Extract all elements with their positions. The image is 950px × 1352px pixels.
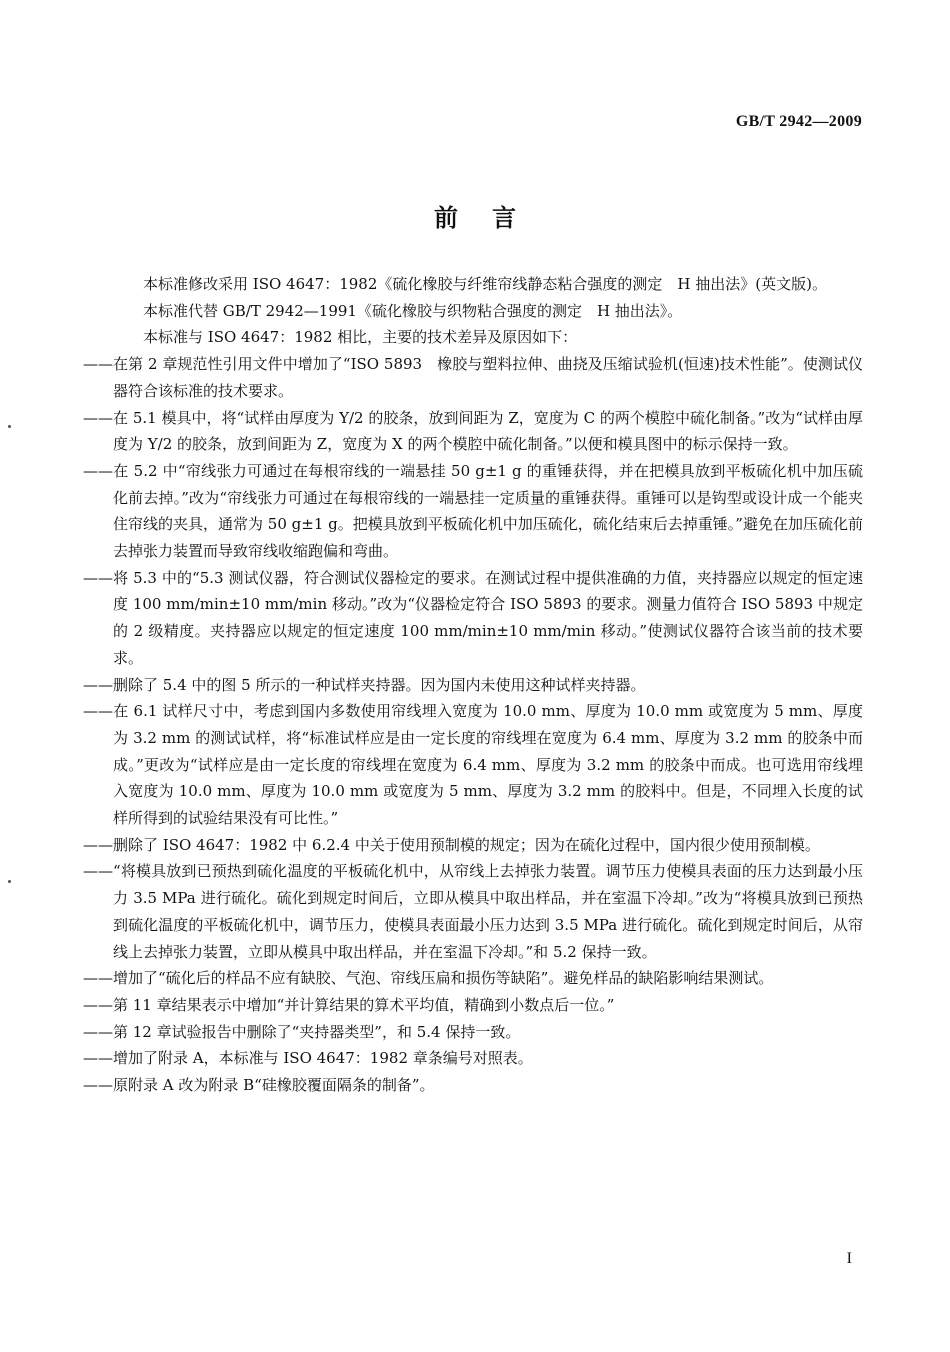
difference-item: ——在 6.1 试样尺寸中，考虑到国内多数使用帘线埋入宽度为 10.0 mm、厚度为 10.0 mm 或宽度为 5 mm、厚度为 3.2 mm 的测试试样，将“标准试样应是由一定长度的帘线埋在宽度为 6.4 mm、厚度为 3.2 mm 的胶条中而成。”更改为“试样应是由一定长度的帘线埋在宽度为 6.4 mm、厚度为 3.2 mm 的胶条中而成。也可选用帘线埋入宽度为 10.0 mm、厚度为 10.0 mm 或宽度为 5 mm、厚度为 3.2 mm 的胶料中。但是，不同埋入长度的试样所得到的试验结果没有可比性。” (83, 702, 863, 828)
page-title: 前言 (434, 204, 550, 232)
difference-item: ——原附录 A 改为附录 B“硅橡胶覆面隔条的制备”。 (83, 1076, 435, 1095)
difference-item: ——在 5.2 中“帘线张力可通过在每根帘线的一端悬挂 50 g±1 g 的重锤获得，并在把模具放到平板硫化机中加压硫化前去掉。”改为“帘线张力可通过在每根帘线的一端悬挂一定质量的重锤获得。重锤可以是钩型或设计成一个能夹住帘线的夹具，通常为 50 g±1 g。把模具放到平板硫化机中加压硫化，硫化结束后去掉重锤。”避免在加压硫化前去掉张力装置而导致帘线收缩跑偏和弯曲。 (83, 461, 863, 561)
scan-speck (8, 880, 11, 883)
scan-speck (8, 425, 11, 428)
difference-item: ——在第 2 章规范性引用文件中增加了“ISO 5893 橡胶与塑料拉伸、曲挠及压缩试验机(恒速)技术性能”。使测试仪器符合该标准的技术要求。 (83, 355, 863, 400)
difference-item: ——将 5.3 中的“5.3 测试仪器，符合测试仪器检定的要求。在测试过程中提供准确的力值，夹持器应以规定的恒定速度 100 mm/min±10 mm/min 移动。”改为“仪器检定符合 ISO 5893 的要求。测量力值符合 ISO 5893 中规定的 2 级精度。夹持器应以规定的恒定速度 100 mm/min±10 mm/min 移动。”使测试仪器符合该当前的技术要求。 (83, 568, 863, 667)
intro-paragraph-adoption: 本标准修改采用 ISO 4647：1982《硫化橡胶与纤维帘线静态粘合强度的测定 H 抽出法》(英文版)。 (143, 275, 827, 293)
standard-code: GB/T 2942—2009 (735, 113, 862, 130)
difference-item: ——增加了“硫化后的样品不应有缺胶、气泡、帘线压扁和损伤等缺陷”。避免样品的缺陷影响结果测试。 (83, 969, 774, 988)
difference-item: ——“将模具放到已预热到硫化温度的平板硫化机中，从帘线上去掉张力装置。调节压力使模具表面的压力达到最小压力 3.5 MPa 进行硫化。硫化到规定时间后，立即从模具中取出样品，并在室温下冷却。”改为“将模具放到已预热到硫化温度的平板硫化机中，调节压力，使模具表面最小压力达到 3.5 MPa 进行硫化。硫化到规定时间后，从帘线上去掉张力装置，立即从模具中取出样品，并在室温下冷却。”和 5.2 保持一致。 (83, 862, 863, 961)
difference-item: ——第 12 章试验报告中删除了“夹持器类型”，和 5.4 保持一致。 (83, 1022, 521, 1041)
difference-item: ——在 5.1 模具中，将“试样由厚度为 Y/2 的胶条，放到间距为 Z，宽度为 C 的两个模腔中硫化制备。”改为“试样由厚度为 Y/2 的胶条，放到间距为 Z，宽度为 X 的两个模腔中硫化制备。”以便和模具图中的标示保持一致。 (83, 408, 863, 454)
body-text (83, 271, 863, 1099)
page-number: I (846, 1250, 852, 1267)
difference-item: ——增加了附录 A，本标准与 ISO 4647：1982 章条编号对照表。 (83, 1049, 533, 1068)
difference-item: ——第 11 章结果表示中增加“并计算结果的算术平均值，精确到小数点后一位。” (83, 995, 615, 1014)
intro-paragraph-differences: 本标准与 ISO 4647：1982 相比，主要的技术差异及原因如下： (143, 328, 578, 347)
difference-item: ——删除了 ISO 4647：1982 中 6.2.4 中关于使用预制模的规定；因为在硫化过程中，国内很少使用预制模。 (83, 835, 820, 854)
intro-paragraph-replaces: 本标准代替 GB/T 2942—1991《硫化橡胶与织物粘合强度的测定 H 抽出法》。 (143, 301, 683, 320)
difference-item: ——删除了 5.4 中的图 5 所示的一种试样夹持器。因为国内未使用这种试样夹持器。 (83, 675, 646, 694)
